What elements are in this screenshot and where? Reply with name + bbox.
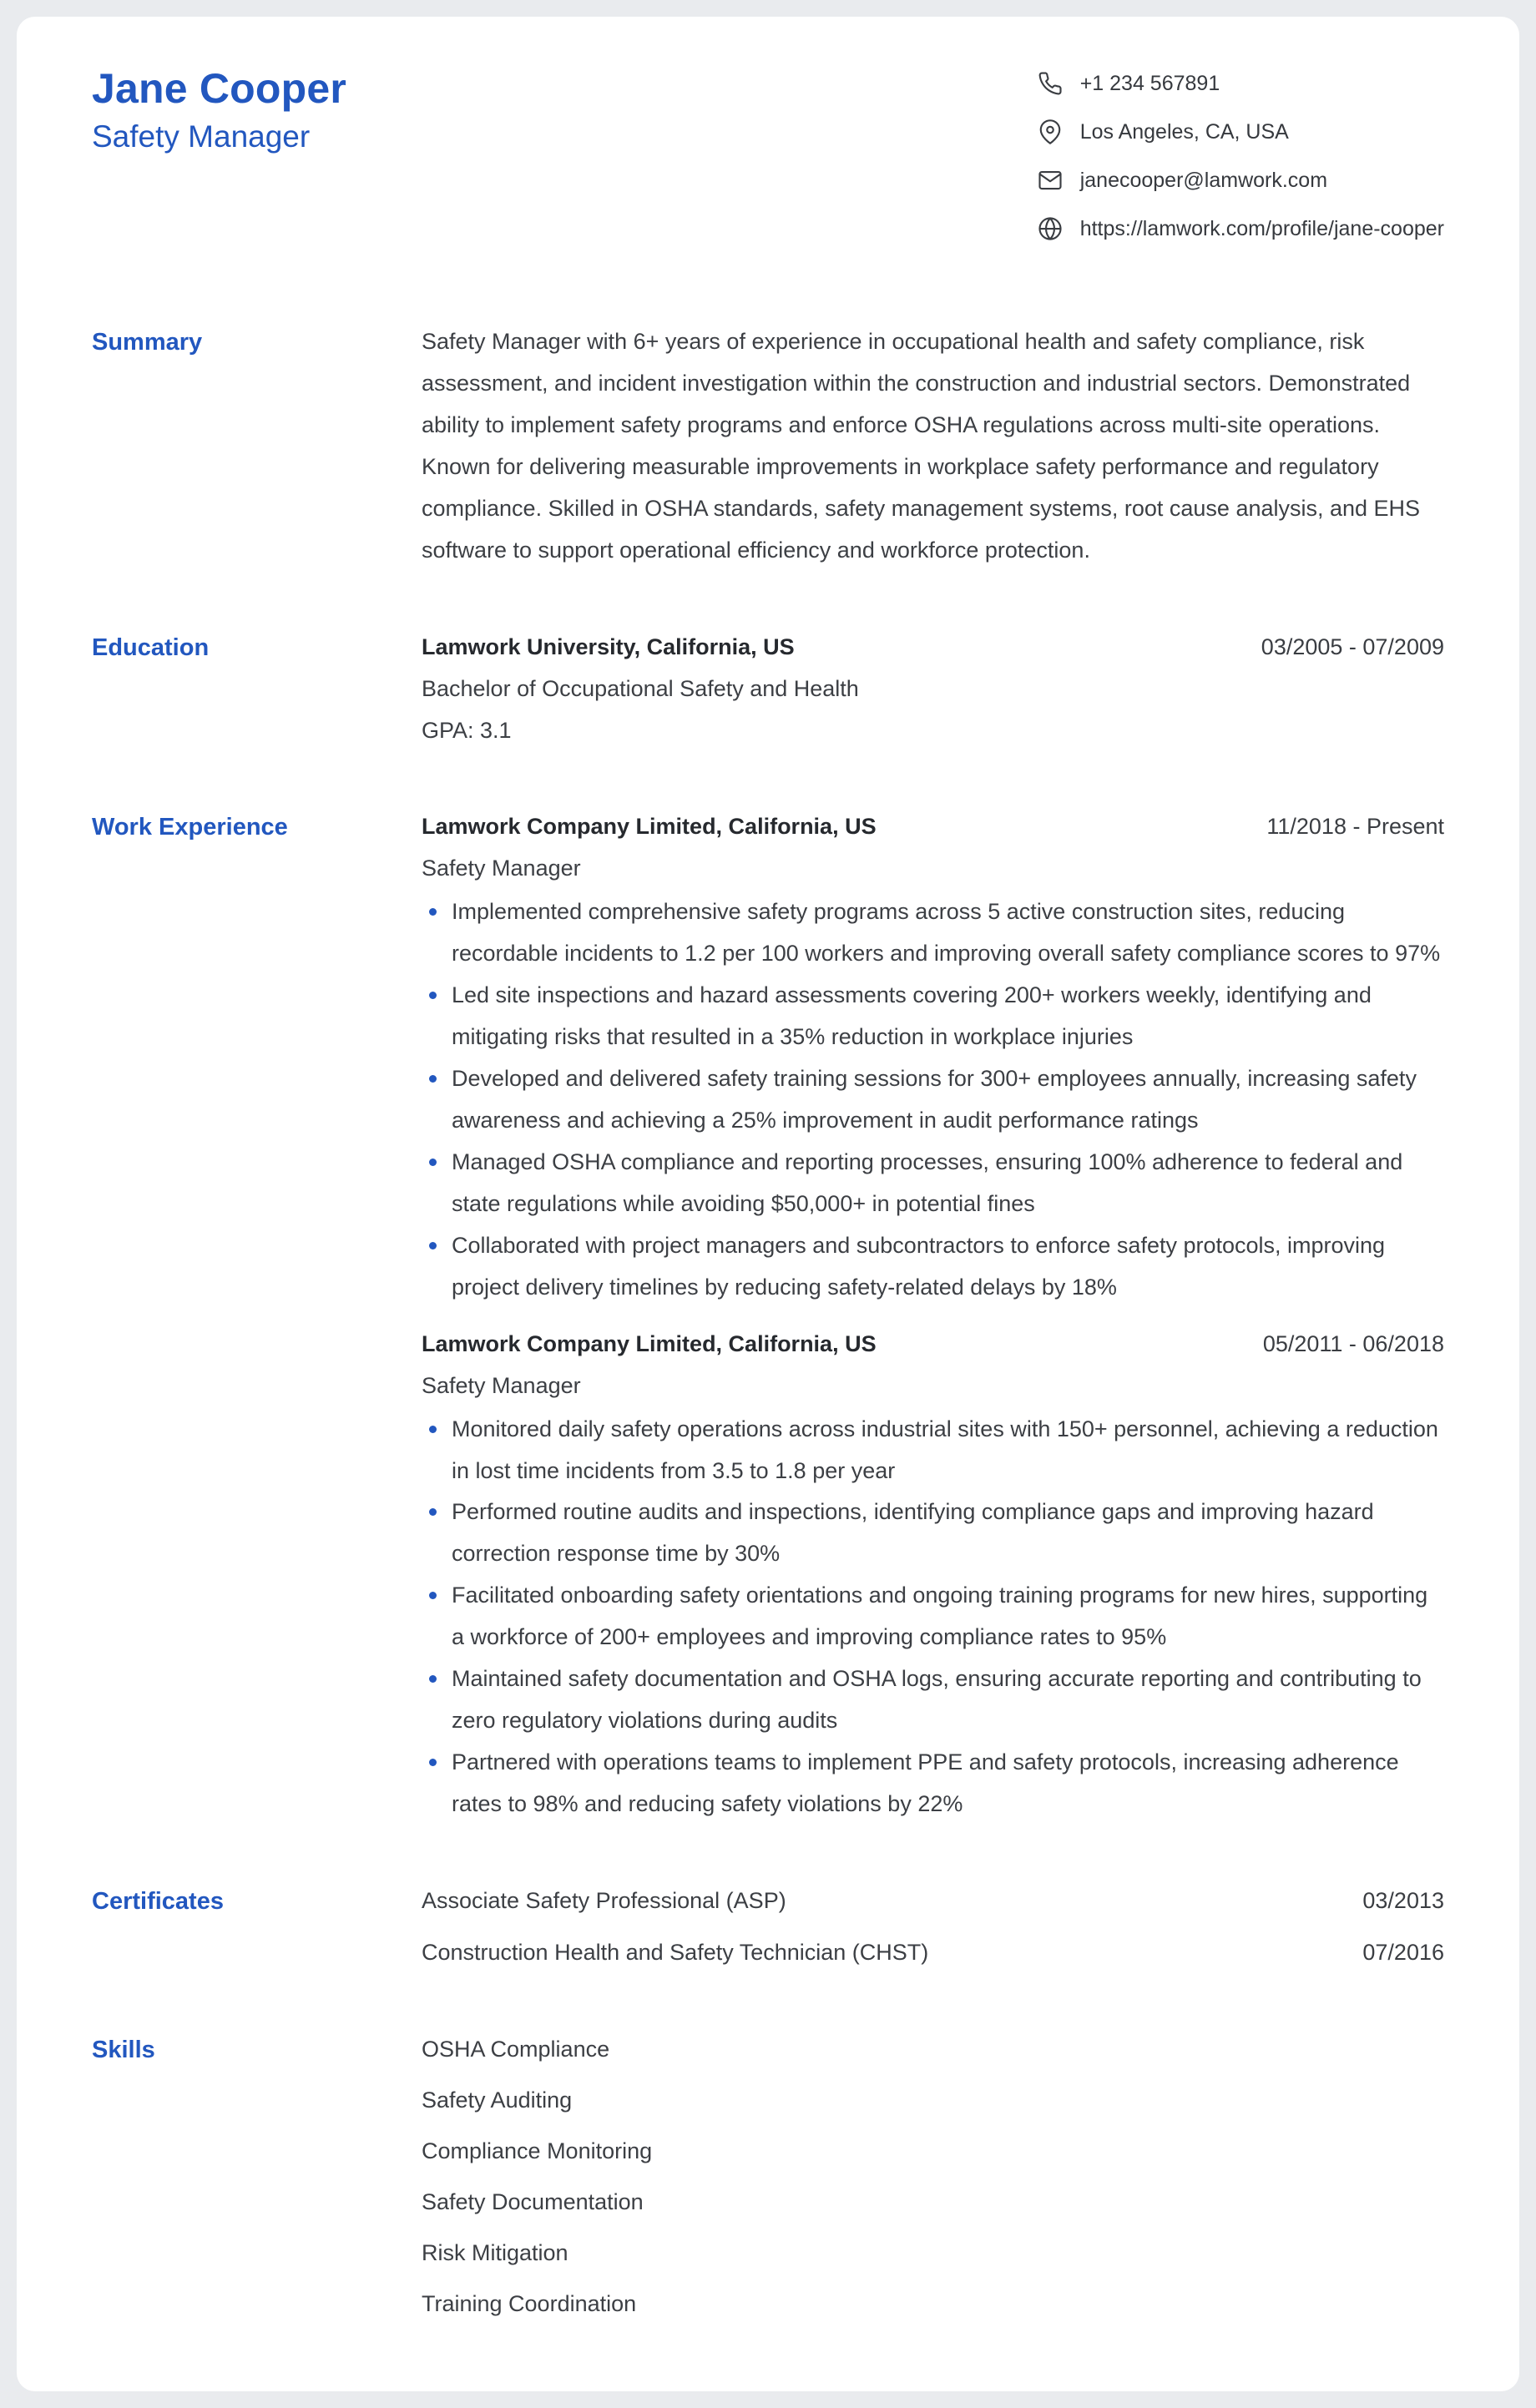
bullet-item: Developed and delivered safety training sessions for 300+ employees annually, increasing safety awareness and achieving a 25% improvement in audit performance ratings bbox=[422, 1058, 1444, 1142]
skills-section-label: Skills bbox=[92, 2036, 155, 2063]
certificate-name: Associate Safety Professional (ASP) bbox=[422, 1887, 786, 1913]
candidate-name: Jane Cooper bbox=[92, 65, 347, 112]
section-work-experience bbox=[92, 806, 1444, 1825]
education-entry bbox=[422, 627, 1444, 752]
resume-header bbox=[92, 65, 1444, 242]
company-name: Lamwork Company Limited, California, US bbox=[422, 1330, 877, 1356]
institution-name: Lamwork University, California, US bbox=[422, 634, 795, 659]
contact-website-value[interactable]: https://lamwork.com/profile/jane-cooper bbox=[1079, 216, 1444, 240]
globe-icon bbox=[1037, 215, 1064, 242]
bullet-item: Partnered with operations teams to implement PPE and safety protocols, increasing adherence rates to 98% and reducing safety violations by 22% bbox=[422, 1742, 1444, 1825]
skill-item: Safety Documentation bbox=[422, 2188, 644, 2214]
job-bullet-list bbox=[422, 1409, 1444, 1825]
contact-row-phone bbox=[1037, 70, 1444, 97]
section-certificates bbox=[92, 1880, 1444, 1974]
work-experience-section-label: Work Experience bbox=[92, 814, 288, 841]
skill-item: Compliance Monitoring bbox=[422, 2138, 653, 2163]
skill-item: Training Coordination bbox=[422, 2290, 637, 2316]
certificates-section-label: Certificates bbox=[92, 1887, 224, 1915]
bullet-item: Managed OSHA compliance and reporting processes, ensuring 100% adherence to federal and state regulations while avoiding $50,000+ in potential fines bbox=[422, 1142, 1444, 1225]
summary-text: Safety Manager with 6+ years of experience in occupational health and safety compliance, risk assessment, and incident investigation within the construction and industrial sectors. Demonstrated ability to implement safety programs and enforce OSHA regulations across multi-site operations. Known for delivering measurable improvements in workplace safety performance and regulatory compliance. Skilled in OSHA standards, safety management systems, root cause analysis, and EHS software to support operational efficiency and workforce protection. bbox=[422, 329, 1421, 563]
gpa-value: GPA: 3.1 bbox=[422, 717, 512, 743]
location-icon bbox=[1037, 119, 1064, 145]
phone-icon bbox=[1037, 70, 1064, 97]
bullet-item: Facilitated onboarding safety orientations and ongoing training programs for new hires, supporting a workforce of 200+ employees and improving compliance rates to 95% bbox=[422, 1575, 1444, 1658]
candidate-job-title: Safety Manager bbox=[92, 119, 311, 154]
certificate-name: Construction Health and Safety Technician (CHST) bbox=[422, 1939, 929, 1965]
job-dates: 11/2018 - Present bbox=[1266, 814, 1444, 840]
degree-name: Bachelor of Occupational Safety and Health bbox=[422, 675, 859, 701]
bullet-item: Monitored daily safety operations across industrial sites with 150+ personnel, achieving a reduction in lost time incidents from 3.5 to 1.8 per year bbox=[422, 1409, 1444, 1492]
job-dates: 05/2011 - 06/2018 bbox=[1262, 1330, 1444, 1356]
certificate-date: 03/2013 bbox=[1362, 1887, 1444, 1913]
contact-email-value[interactable]: janecooper@lamwork.com bbox=[1079, 168, 1328, 192]
contact-phone-value: +1 234 567891 bbox=[1079, 71, 1220, 95]
bullet-item: Collaborated with project managers and subcontractors to enforce safety protocols, improving project delivery timelines by reducing safety-related delays by 18% bbox=[422, 1225, 1444, 1309]
company-name: Lamwork Company Limited, California, US bbox=[422, 814, 877, 840]
contact-location-value: Los Angeles, CA, USA bbox=[1079, 119, 1289, 144]
bullet-item: Maintained safety documentation and OSHA logs, ensuring accurate reporting and contributing to zero regulatory violations during audits bbox=[422, 1658, 1444, 1742]
education-section-label: Education bbox=[92, 634, 210, 661]
contact-row-location bbox=[1037, 119, 1444, 145]
contact-block bbox=[1037, 65, 1444, 242]
summary-section-label: Summary bbox=[92, 329, 203, 356]
section-education bbox=[92, 627, 1444, 752]
certificate-date: 07/2016 bbox=[1362, 1939, 1444, 1965]
bullet-item: Performed routine audits and inspections, identifying compliance gaps and improving hazard correction response time by 30% bbox=[422, 1492, 1444, 1575]
bullet-item: Led site inspections and hazard assessments covering 200+ workers weekly, identifying and mitigating risks that resulted in a 35% reduction in workplace injuries bbox=[422, 975, 1444, 1058]
certificate-row bbox=[422, 1880, 1444, 1922]
skill-item: Safety Auditing bbox=[422, 2087, 573, 2113]
contact-row-email bbox=[1037, 167, 1444, 194]
resume-page bbox=[17, 17, 1519, 2391]
job-title: Safety Manager bbox=[422, 856, 581, 881]
job-entry-1 bbox=[422, 806, 1444, 1308]
skill-item: OSHA Compliance bbox=[422, 2036, 610, 2062]
section-summary bbox=[92, 321, 1444, 572]
section-skills bbox=[92, 2029, 1444, 2325]
education-dates: 03/2005 - 07/2009 bbox=[1261, 634, 1444, 659]
skill-item: Risk Mitigation bbox=[422, 2239, 568, 2265]
bullet-item: Implemented comprehensive safety programs across 5 active construction sites, reducing recordable incidents to 1.2 per 100 workers and improving overall safety compliance scores to 97% bbox=[422, 891, 1444, 975]
contact-row-website bbox=[1037, 215, 1444, 242]
certificate-row bbox=[422, 1932, 1444, 1974]
job-entry-2 bbox=[422, 1324, 1444, 1825]
job-title: Safety Manager bbox=[422, 1372, 581, 1398]
email-icon bbox=[1037, 167, 1064, 194]
job-bullet-list bbox=[422, 891, 1444, 1308]
name-block bbox=[92, 65, 346, 155]
